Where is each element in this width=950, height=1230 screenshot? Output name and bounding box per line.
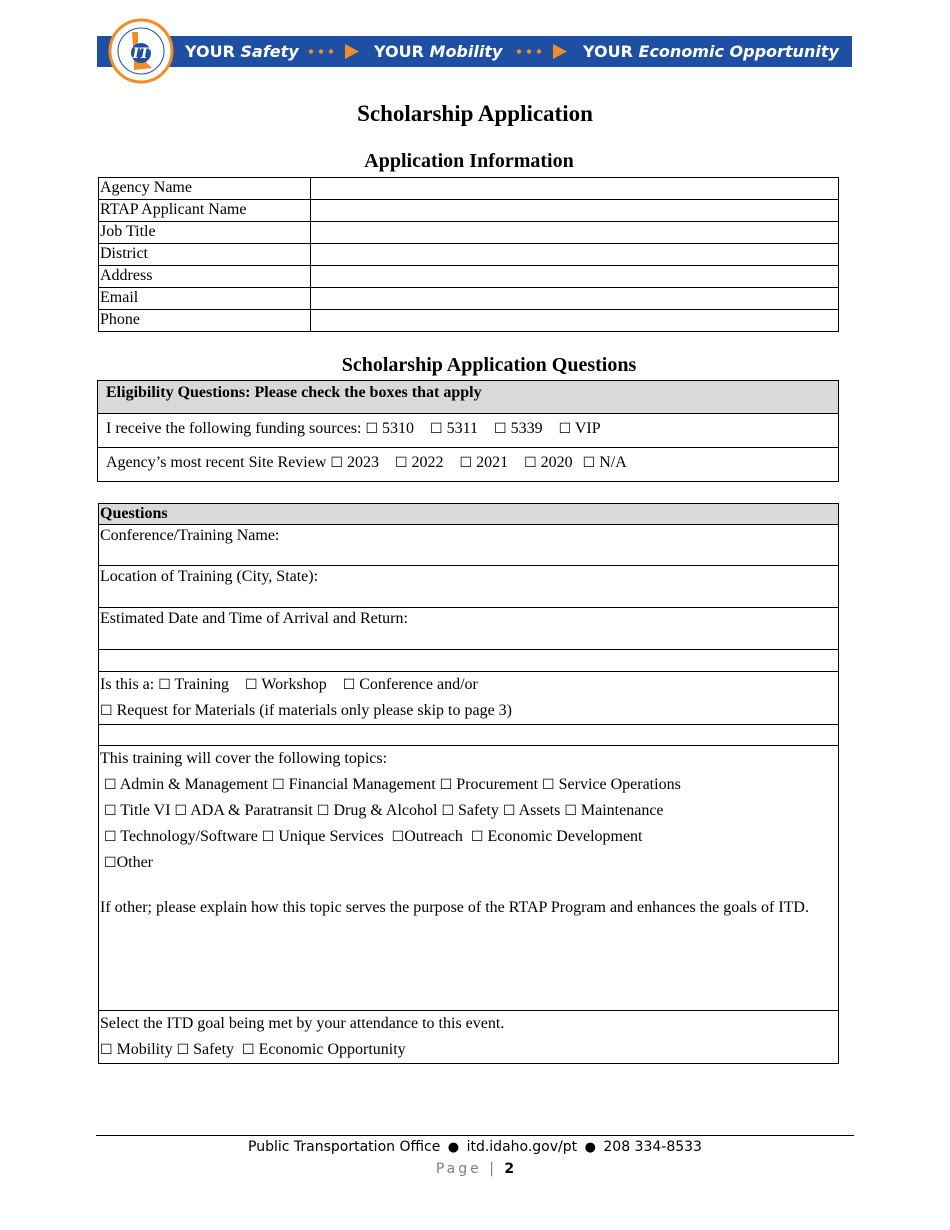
site-review-label: Agency’s most recent Site Review	[106, 454, 327, 471]
header-banner	[97, 36, 852, 67]
materials-checkbox[interactable]: ☐ Request for Materials (if materials only please skip to page 3)	[100, 702, 512, 719]
questions-heading: Questions	[99, 504, 839, 525]
table-row	[99, 178, 839, 200]
goal-row	[99, 1011, 839, 1064]
slogan-safety: YOUR Safety	[185, 42, 299, 61]
topic-title-vi-checkbox[interactable]: ☐ Title VI	[104, 802, 171, 819]
site-review-checkbox-2022[interactable]: ☐ 2022	[394, 454, 444, 471]
applicant-name-field[interactable]	[311, 200, 839, 222]
conference-name-label: Conference/Training Name:	[100, 527, 280, 544]
topic-safety-checkbox[interactable]: ☐ Safety	[441, 802, 499, 819]
topic-maintenance-checkbox[interactable]: ☐ Maintenance	[564, 802, 664, 819]
topic-assets-checkbox[interactable]: ☐ Assets	[502, 802, 561, 819]
topics-row	[99, 746, 839, 1011]
bullet-icon: ●	[447, 1140, 460, 1155]
footer-contact	[0, 1139, 950, 1155]
conference-name-field[interactable]	[99, 525, 839, 566]
table-row	[99, 310, 839, 332]
training-checkbox[interactable]: ☐ Training	[158, 676, 230, 693]
phone-field[interactable]	[311, 310, 839, 332]
district-field[interactable]	[311, 244, 839, 266]
eligibility-heading: Eligibility Questions: Please check the boxes that apply	[98, 381, 839, 414]
table-row	[99, 222, 839, 244]
topic-financial-checkbox[interactable]: ☐ Financial Management	[272, 776, 436, 793]
goal-mobility-checkbox[interactable]: ☐ Mobility	[100, 1041, 173, 1058]
table-row	[99, 200, 839, 222]
location-field[interactable]	[99, 566, 839, 608]
topic-procurement-checkbox[interactable]: ☐ Procurement	[439, 776, 539, 793]
arrow-dots-icon	[515, 36, 571, 67]
field-label: RTAP Applicant Name	[99, 200, 311, 222]
topic-other-checkbox[interactable]: ☐Other	[104, 854, 153, 871]
email-field[interactable]	[311, 288, 839, 310]
topic-outreach-checkbox[interactable]: ☐Outreach	[391, 828, 463, 845]
goal-label: Select the ITD goal being met by your attendance to this event.	[100, 1015, 505, 1032]
field-label: District	[99, 244, 311, 266]
event-type-row	[99, 672, 839, 725]
funding-label: I receive the following funding sources:	[106, 420, 362, 437]
blank-row	[99, 650, 839, 672]
site-review-checkbox-2020[interactable]: ☐ 2020	[524, 454, 573, 471]
footer-phone: 208 334-8533	[603, 1139, 702, 1155]
field-label: Address	[99, 266, 311, 288]
other-explain-text: If other; please explain how this topic serves the purpose of the RTAP Program and enhances the goals of ITD.	[100, 899, 809, 916]
funding-checkbox-5310[interactable]: ☐ 5310	[365, 420, 415, 437]
funding-row	[98, 414, 839, 448]
dates-label: Estimated Date and Time of Arrival and Return:	[100, 610, 408, 627]
conference-checkbox[interactable]: ☐ Conference and/or	[342, 676, 478, 693]
topic-unique-services-checkbox[interactable]: ☐ Unique Services	[261, 828, 384, 845]
itd-logo-icon	[108, 18, 174, 84]
page-title: Scholarship Application	[357, 101, 593, 126]
slogan-mobility: YOUR Mobility	[374, 42, 503, 61]
topic-drug-alcohol-checkbox[interactable]: ☐ Drug & Alcohol	[316, 802, 438, 819]
svg-text:IT: IT	[132, 46, 150, 62]
location-label: Location of Training (City, State):	[100, 568, 319, 585]
topic-admin-checkbox[interactable]: ☐ Admin & Management	[104, 776, 269, 793]
field-label: Email	[99, 288, 311, 310]
topic-ada-checkbox[interactable]: ☐ ADA & Paratransit	[174, 802, 313, 819]
footer-office: Public Transportation Office	[248, 1139, 441, 1155]
table-row	[99, 244, 839, 266]
field-label: Job Title	[99, 222, 311, 244]
dates-field[interactable]	[99, 608, 839, 650]
questions-table	[98, 503, 839, 1064]
site-review-checkbox-na[interactable]: ☐ N/A	[582, 454, 627, 471]
footer-website-link[interactable]: itd.idaho.gov/pt	[466, 1139, 578, 1155]
topic-economic-development-checkbox[interactable]: ☐ Economic Development	[470, 828, 643, 845]
bullet-icon: ●	[584, 1140, 596, 1155]
site-review-checkbox-2023[interactable]: ☐ 2023	[330, 454, 379, 471]
arrow-dots-icon	[307, 36, 363, 67]
job-title-field[interactable]	[311, 222, 839, 244]
field-label: Phone	[99, 310, 311, 332]
page-number: Page | 2	[435, 1161, 515, 1177]
goal-safety-checkbox[interactable]: ☐ Safety	[176, 1041, 235, 1058]
goal-economic-checkbox[interactable]: ☐ Economic Opportunity	[242, 1041, 406, 1058]
topics-label: This training will cover the following topics:	[100, 750, 388, 767]
funding-checkbox-vip[interactable]: ☐ VIP	[558, 420, 601, 437]
application-info-table	[98, 177, 839, 332]
topic-service-operations-checkbox[interactable]: ☐ Service Operations	[542, 776, 681, 793]
eligibility-table	[97, 380, 839, 482]
topic-technology-checkbox[interactable]: ☐ Technology/Software	[104, 828, 258, 845]
workshop-checkbox[interactable]: ☐ Workshop	[245, 676, 327, 693]
funding-checkbox-5311[interactable]: ☐ 5311	[430, 420, 479, 437]
blank-row	[99, 725, 839, 746]
section-heading-questions: Scholarship Application Questions	[341, 354, 637, 376]
agency-name-field[interactable]	[311, 178, 839, 200]
event-type-label: Is this a:	[100, 676, 155, 693]
field-label: Agency Name	[99, 178, 311, 200]
table-row	[99, 288, 839, 310]
slogan-economic: YOUR Economic Opportunity	[583, 42, 839, 61]
address-field[interactable]	[311, 266, 839, 288]
funding-checkbox-5339[interactable]: ☐ 5339	[494, 420, 543, 437]
site-review-checkbox-2021[interactable]: ☐ 2021	[459, 454, 509, 471]
table-row	[99, 266, 839, 288]
section-heading-application-info: Application Information	[364, 150, 574, 172]
site-review-row	[98, 448, 839, 482]
footer-divider	[96, 1135, 854, 1136]
